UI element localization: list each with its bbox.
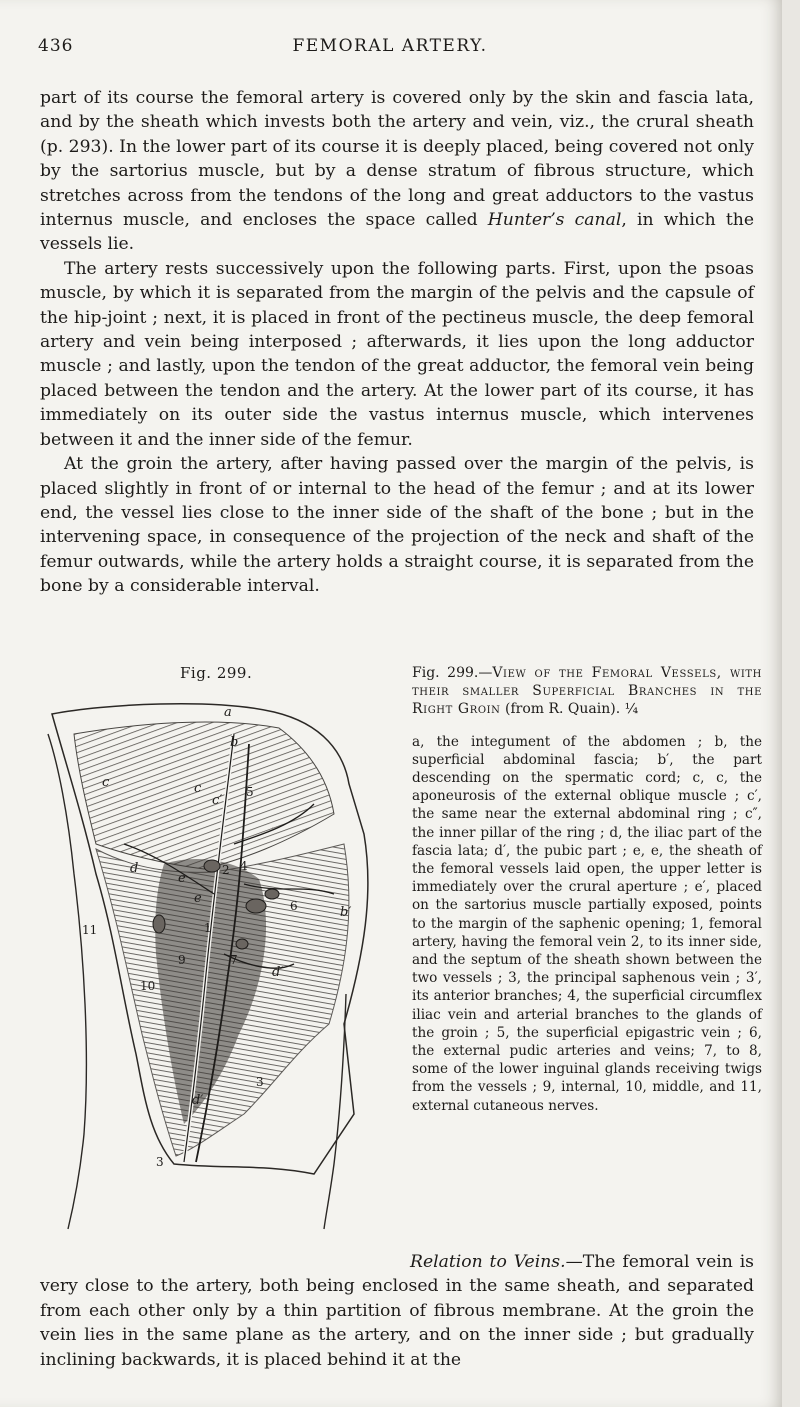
gland — [265, 889, 279, 899]
figure-caption — [412, 664, 762, 1115]
number-1: 1 — [204, 921, 212, 935]
number-9: 9 — [178, 953, 186, 967]
paragraph-1: part of its course the femoral artery is covered only by the skin and fascia lata, and by the sheath which invests both the artery and vein, viz., the crural sheath (p. 293). In the lower part of its course it is deeply placed, being covered not only by the sartorius muscle, but by a dense stratum of fibrous structure, which stretches across from the tendons of the long and great adductors to the vastus internus muscle, and encloses the space called Hunter’s canal, in which the vessels lie. — [40, 88, 754, 255]
figure-label: Fig. 299. — [180, 664, 253, 682]
paragraph-3: At the groin the artery, after having passed over the margin of the pelvis, is placed slightly in front of or internal to the head of the femur ; and at its lower end, the vessel lies close to the inner side of the shaft of the bone ; but in the intervening space, in consequence of the projection of the neck and shaft of the femur outwards, while the artery holds a straight course, it is separated from the bone by a considerable interval. — [40, 454, 754, 597]
number-7: 7 — [230, 953, 238, 967]
number-3b: 3 — [156, 1155, 164, 1169]
body-text-bottom — [40, 1250, 754, 1372]
letter-c2: c — [194, 781, 202, 796]
hunters-canal-term: Hunter’s canal — [487, 210, 622, 231]
letter-d-prime2: d′ — [192, 1093, 204, 1108]
letter-b-prime: b′ — [340, 905, 352, 920]
letter-e2: e — [194, 891, 202, 906]
caption-title: Fig. 299.—View of the Femoral Vessels, with their smaller Superficial Branches in the Right Groin (from R. Quain). ¼ — [412, 665, 762, 718]
femoral-vessels-illustration — [44, 694, 384, 1234]
leg-contour — [48, 734, 86, 1229]
letter-d: d — [130, 861, 139, 876]
caption-body: a, the integument of the abdomen ; b, the superficial abdominal fascia; b′, the part descending on the spermatic cord; c, c, the aponeurosis of the external oblique muscle ; c′, the same near the external abdominal ring ; c″, the inner pillar of the ring ; d, the iliac part of the fascia lata; d′, the pubic part ; e, e, the sheath of the femoral vessels laid open, the upper letter is immediately over the crural aperture ; e′, placed on the sartorius muscle partially exposed, points to the margin of the saphenic opening; 1, femoral artery, having the femoral vein 2, to its inner side, and the septum of the sheath shown between the two vessels ; 3, the principal saphenous vein ; 3′, its anterior branches; 4, the superficial circumflex iliac vein and arterial branches to the glands of the groin ; 5, the superficial epigastric vein ; 6, the external pudic arteries and veins; 7, to 8, some of the lower inguinal glands receiving twigs from the vessels ; 9, internal, 10, middle, and 11, external cutaneous nerves. — [412, 733, 762, 1114]
paragraph-2: The artery rests successively upon the following parts. First, upon the psoas muscle, by which it is separated from the margin of the pelvis and the capsule of the hip-joint ; next, it is placed in front of the pectineus muscle, the deep femoral artery and vein being interposed ; afterwards, it lies upon the long adductor muscle ; and lastly, upon the tendon of the great adductor, the femoral vein being placed between the tendon and the artery. At the lower part of its course, it has immediately on its outer side the vastus internus muscle, which intervenes between it and the inner side of the femur. — [40, 258, 754, 450]
page-header — [38, 36, 742, 60]
letter-b: b — [230, 735, 239, 750]
number-6: 6 — [290, 899, 298, 913]
number-11: 11 — [82, 923, 98, 937]
number-10: 10 — [140, 979, 156, 993]
body-text-top — [40, 86, 754, 599]
number-5: 5 — [246, 785, 254, 799]
letter-a: a — [224, 705, 232, 720]
number-2: 2 — [222, 863, 230, 877]
abdominal-muscle-shading — [74, 722, 334, 869]
letter-d-prime1: d′ — [272, 965, 284, 980]
gland — [153, 915, 165, 933]
paragraph-4: Relation to Veins.—The femoral vein is very close to the artery, both being enclosed in the same sheath, and separated from each other only by a thin partition of fibrous membrane. At the groin the vein lies in the same plane as the artery, and on the inner side ; but gradually inclining backwards, it is placed behind it at the — [40, 1252, 755, 1370]
running-head: FEMORAL ARTERY. — [292, 36, 488, 56]
gland — [246, 899, 266, 913]
relation-to-veins-heading: Relation to Veins. — [410, 1252, 566, 1272]
gland — [204, 860, 220, 872]
right-contour — [324, 994, 346, 1229]
letter-c1: c — [102, 775, 110, 790]
letter-e1: e — [178, 871, 186, 886]
letter-c-prime: c′ — [212, 793, 223, 808]
page-number: 436 — [38, 36, 74, 56]
gland — [236, 939, 248, 949]
number-4: 4 — [240, 859, 248, 873]
number-3a: 3 — [256, 1075, 264, 1089]
